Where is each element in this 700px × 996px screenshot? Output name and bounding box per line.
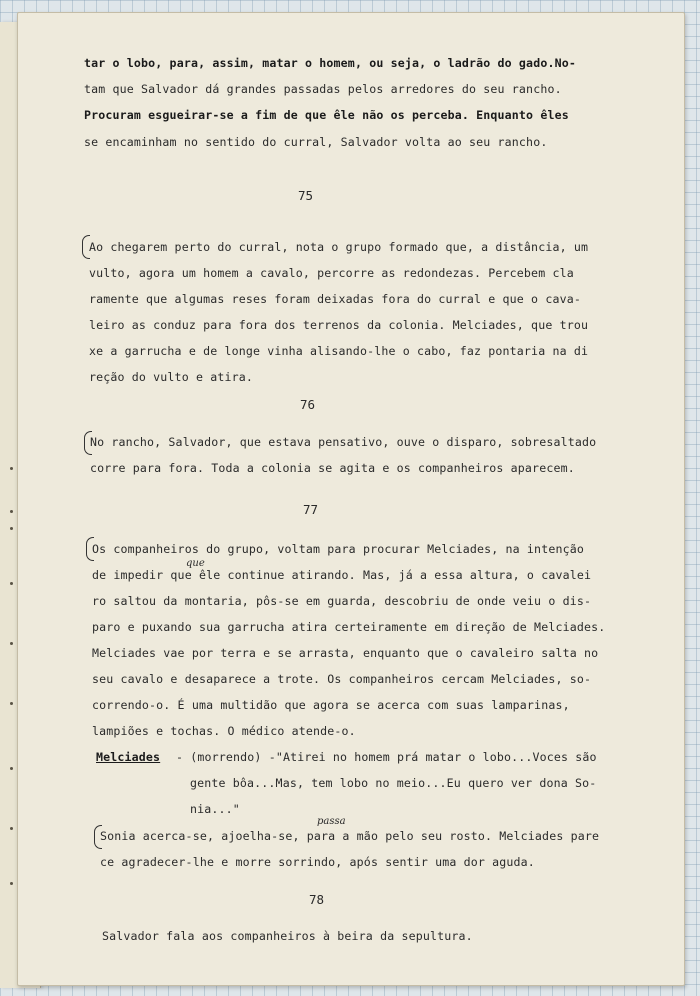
text-line: seu cavalo e desaparece a trote. Os companheiros cercam Melciades, so- bbox=[92, 672, 592, 686]
text-line: vulto, agora um homem a cavalo, percorre as redondezas. Percebem cla bbox=[89, 266, 574, 280]
text-line: Salvador fala aos companheiros à beira da sepultura. bbox=[102, 929, 473, 943]
dialogue-line: nia..." bbox=[190, 802, 240, 816]
scene-number: 77 bbox=[303, 502, 319, 517]
binding-hole bbox=[10, 467, 13, 470]
text-line: correndo-o. É uma multidão que agora se acerca com suas lamparinas, bbox=[92, 698, 570, 712]
binding-hole bbox=[10, 582, 13, 585]
text-line: Os companheiros do grupo, voltam para procurar Melciades, na intenção bbox=[92, 542, 584, 556]
text-line: paro e puxando sua garrucha atira certeiramente em direção de Melciades. bbox=[92, 620, 606, 634]
text-line: xe a garrucha e de longe vinha alisando-lhe o cabo, faz pontaria na di bbox=[89, 344, 589, 358]
text-line: ce agradecer-lhe e morre sorrindo, após sentir uma dor aguda. bbox=[100, 855, 535, 869]
binding-hole bbox=[10, 882, 13, 885]
binding-hole bbox=[10, 827, 13, 830]
handwritten-correction: passa bbox=[317, 816, 346, 827]
binding-hole bbox=[10, 767, 13, 770]
text-line: se encaminham no sentido do curral, Salvador volta ao seu rancho. bbox=[84, 135, 548, 149]
text-line: Sonia acerca-se, ajoelha-se, para a mão pelo seu rosto. Melciades pare bbox=[100, 829, 600, 843]
binding-hole bbox=[10, 510, 13, 513]
text-line: lampiões e tochas. O médico atende-o. bbox=[92, 724, 356, 738]
binding-hole bbox=[10, 527, 13, 530]
text-line: ro saltou da montaria, pôs-se em guarda, descobriu de onde veiu o dis- bbox=[92, 594, 592, 608]
handwritten-correction: que bbox=[186, 558, 205, 569]
text-line: tar o lobo, para, assim, matar o homem, ou seja, o ladrão do gado.No- bbox=[84, 56, 576, 70]
dialogue-line: gente bôa...Mas, tem lobo no meio...Eu quero ver dona So- bbox=[190, 776, 597, 790]
scene-number: 78 bbox=[309, 892, 325, 907]
scene-number: 76 bbox=[300, 397, 316, 412]
binding-hole bbox=[10, 702, 13, 705]
speaker-name: Melciades bbox=[96, 750, 161, 764]
scene-number: 75 bbox=[298, 188, 314, 203]
text-line: leiro as conduz para fora dos terrenos da colonia. Melciades, que trou bbox=[89, 318, 589, 332]
text-line: de impedir que êle continue atirando. Mas, já a essa altura, o cavalei bbox=[92, 568, 592, 582]
text-line: Procuram esgueirar-se a fim de que êle não os perceba. Enquanto êles bbox=[84, 108, 569, 122]
binding-hole bbox=[10, 642, 13, 645]
text-line: Ao chegarem perto do curral, nota o grupo formado que, a distância, um bbox=[89, 240, 589, 254]
text-line: tam que Salvador dá grandes passadas pelos arredores do seu rancho. bbox=[84, 82, 562, 96]
text-line: ramente que algumas reses foram deixadas fora do curral e que o cava- bbox=[89, 292, 581, 306]
text-line: No rancho, Salvador, que estava pensativo, ouve o disparo, sobresaltado bbox=[90, 435, 597, 449]
text-line: reção do vulto e atira. bbox=[89, 370, 253, 384]
text-line: corre para fora. Toda a colonia se agita e os companheiros aparecem. bbox=[90, 461, 575, 475]
dialogue-line: - (morrendo) -"Atirei no homem prá matar o lobo...Voces são bbox=[176, 750, 597, 764]
text-line: Melciades vae por terra e se arrasta, enquanto que o cavaleiro salta no bbox=[92, 646, 599, 660]
